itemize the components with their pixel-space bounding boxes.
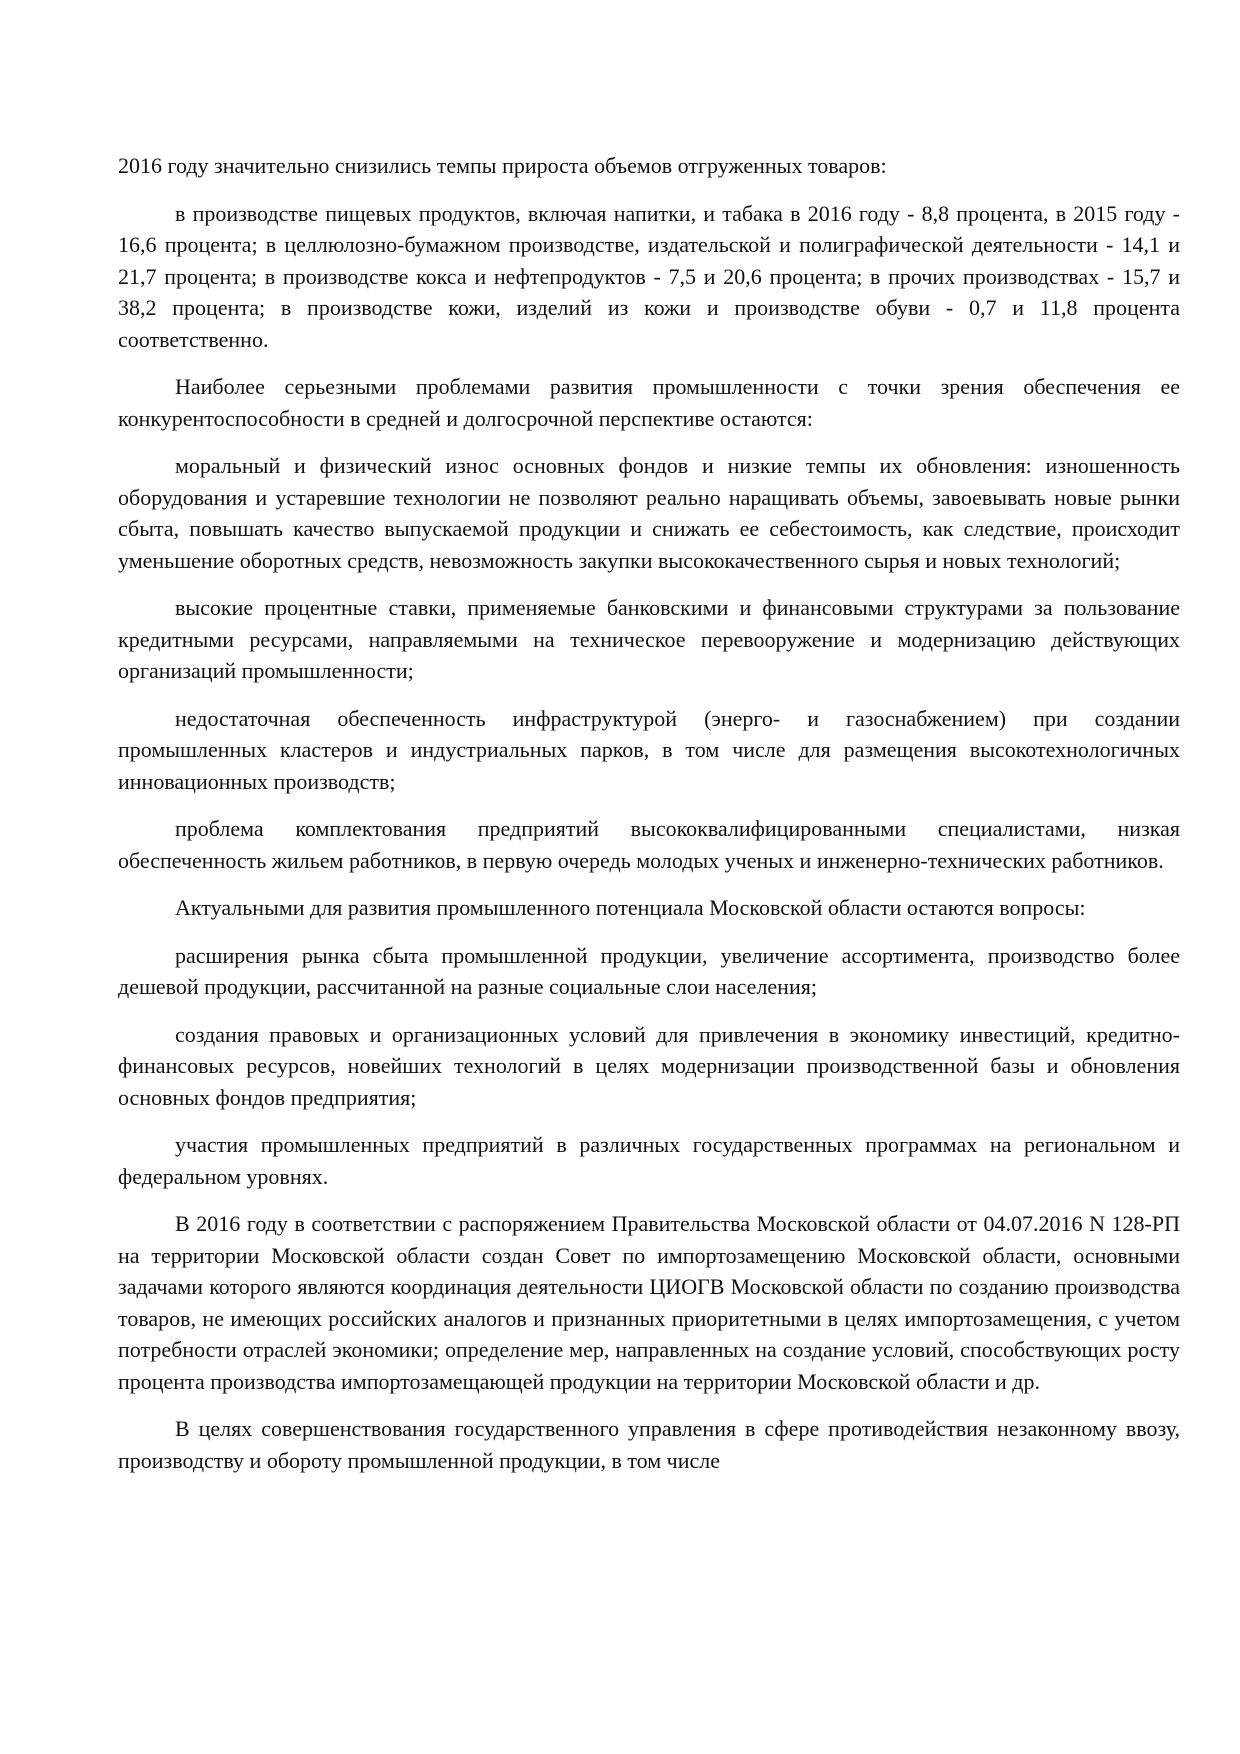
paragraph-problem-rates: высокие процентные ставки, применяемые банковскими и финансовыми структурами за пользование кредитными ресурсами, направляемыми на техническое перевооружение и модернизацию действующих организаций промышленности; [118,595,1180,683]
paragraph-import-council: В 2016 году в соответствии с распоряжением Правительства Московской области от 04.07.2016 N 128-РП на территории Московской области создан Совет по импортозамещению Московской области, основными задачами которого являются координация деятельности ЦИОГВ Московской области по созданию производства товаров, не имеющих российских аналогов и признанных приоритетными в целях импортозамещения, с учетом потребности отраслей экономики; определение мер, направленных на создание условий, способствующих росту процента производства импортозамещающей продукции на территории Московской области и др. [118,1211,1180,1394]
paragraph-issue-market: расширения рынка сбыта промышленной продукции, увеличение ассортимента, производство более дешевой продукции, рассчитанной на разные социальные слои населения; [118,942,1180,999]
paragraph-problem-infrastructure: недостаточная обеспеченность инфраструктурой (энерго- и газоснабжением) при создании промышленных кластеров и индустриальных парков, в том числе для размещения высокотехнологичных инновационных производств; [118,705,1180,794]
paragraph-problem-wear: моральный и физический износ основных фондов и низкие темпы их обновления: изношенность оборудования и устаревшие технологии не позволяют реально наращивать объемы, завоевывать новые рынки сбыта, повышать качество выпускаемой продукции и снижать ее себестоимость, как следствие, происходит уменьшение оборотных средств, невозможность закупки высококачественного сырья и новых технологий; [118,453,1180,573]
paragraph-continuation: 2016 году значительно снизились темпы прироста объемов отгруженных товаров: [118,153,887,178]
paragraph-issues-intro: Актуальными для развития промышленного потенциала Московской области остаются вопросы: [175,895,1086,920]
paragraph-issue-programs: участия промышленных предприятий в различных государственных программах на региональном и федеральном уровнях. [118,1132,1180,1189]
paragraph-issue-conditions: создания правовых и организационных условий для привлечения в экономику инвестиций, кредитно-финансовых ресурсов, новейших технологий в целях модернизации производственной базы и обновления основных фондов предприятия; [118,1021,1180,1110]
paragraph-problems-intro: Наиболее серьезными проблемами развития промышленности с точки зрения обеспечения ее конкурентоспособности в средней и долгосрочной перспективе остаются: [118,374,1180,431]
paragraph-shipment-growth: в производстве пищевых продуктов, включая напитки, и табака в 2016 году - 8,8 процента, в 2015 году - 16,6 процента; в целлюлозно-бумажном производстве, издательской и полиграфической деятельности - 14,1 и 21,7 процента; в производстве кокса и нефтепродуктов - 7,5 и 20,6 процента; в прочих производствах - 15,7 и 38,2 процента; в производстве кожи, изделий из кожи и производстве обуви - 0,7 и 11,8 процента соответственно. [118,200,1180,352]
paragraph-problem-staff: проблема комплектования предприятий высококвалифицированными специалистами, низкая обеспеченность жильем работников, в первую очередь молодых ученых и инженерно-технических работников. [118,816,1180,873]
paragraph-illegal-import: В целях совершенствования государственного управления в сфере противодействия незаконному ввозу, производству и обороту промышленной продукции, в том числе [118,1416,1180,1473]
document-page [118,150,1180,1492]
